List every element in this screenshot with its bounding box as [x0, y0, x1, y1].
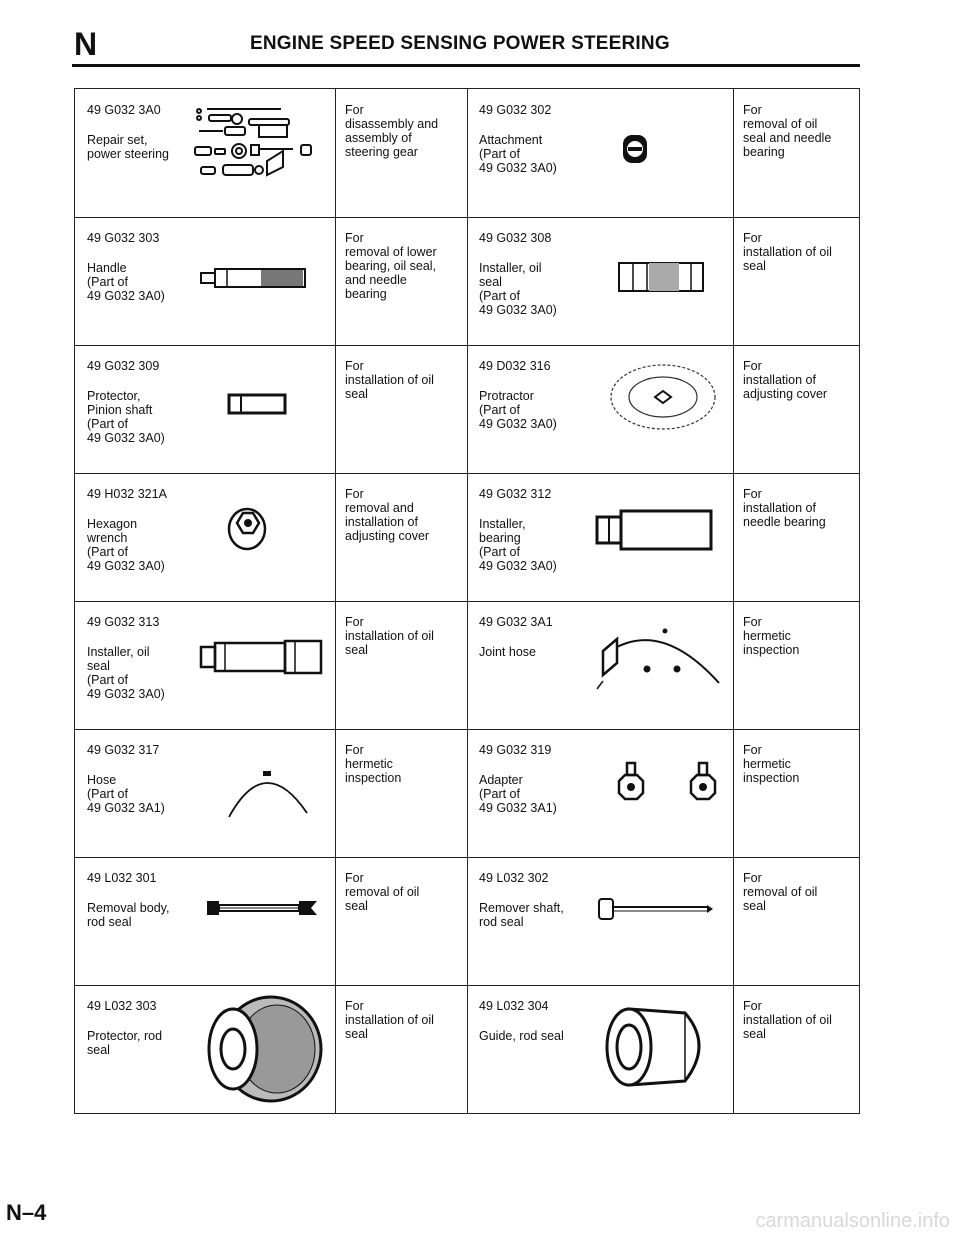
tool-purpose: For removal of oil seal — [345, 871, 420, 913]
table-row — [75, 601, 859, 729]
purpose-cell — [733, 729, 861, 857]
purpose-cell — [733, 601, 861, 729]
tool-purpose: For installation of oil seal — [345, 359, 434, 401]
remover-shaft-icon — [595, 895, 717, 923]
tool-description: Installer, oil seal (Part of 49 G032 3A0) — [479, 261, 557, 317]
protractor-icon — [607, 357, 719, 433]
tool-part-number: 49 G032 309 — [87, 359, 160, 373]
tool-part-number: 49 G032 317 — [87, 743, 160, 757]
table-row — [75, 729, 859, 857]
tool-cell — [467, 473, 733, 601]
oil-seal-installer-icon — [615, 257, 709, 297]
attachment-icon — [615, 129, 655, 169]
tool-cell — [75, 857, 335, 985]
tool-part-number: 49 L032 302 — [479, 871, 549, 885]
bearing-installer-icon — [593, 507, 715, 553]
adapter-icon — [615, 759, 725, 809]
tool-cell — [467, 89, 733, 217]
tool-description: Protector, Pinion shaft (Part of 49 G032 3A0) — [87, 389, 165, 445]
purpose-cell — [733, 985, 861, 1113]
tool-purpose: For installation of oil seal — [345, 999, 434, 1041]
tool-description: Repair set, power steering — [87, 133, 169, 161]
tool-purpose: For installation of adjusting cover — [743, 359, 828, 401]
page-title: ENGINE SPEED SENSING POWER STEERING — [250, 33, 670, 54]
tool-cell — [75, 473, 335, 601]
table-row — [75, 857, 859, 985]
repair-set-icon — [193, 101, 333, 197]
table-row — [75, 473, 859, 601]
tool-cell — [75, 345, 335, 473]
tool-purpose: For removal and installation of adjusting cover — [345, 487, 430, 543]
tool-description: Hexagon wrench (Part of 49 G032 3A0) — [87, 517, 165, 573]
tool-purpose: For hermetic inspection — [743, 743, 800, 785]
tool-purpose: For installation of needle bearing — [743, 487, 826, 529]
purpose-cell — [335, 217, 467, 345]
watermark: carmanualsonline.info — [755, 1210, 950, 1232]
tool-description: Installer, bearing (Part of 49 G032 3A0) — [479, 517, 557, 573]
tool-part-number: 49 G032 302 — [479, 103, 552, 117]
tool-purpose: For disassembly and assembly of steering gear — [345, 103, 439, 159]
purpose-cell — [733, 89, 861, 217]
joint-hose-icon — [595, 619, 725, 689]
purpose-cell — [335, 857, 467, 985]
tool-part-number: 49 G032 313 — [87, 615, 160, 629]
tool-cell — [467, 345, 733, 473]
tool-description: Guide, rod seal — [479, 1029, 564, 1043]
tool-description: Installer, oil seal (Part of 49 G032 3A0) — [87, 645, 165, 701]
removal-body-icon — [205, 897, 323, 919]
purpose-cell — [335, 601, 467, 729]
tool-purpose: For removal of oil seal — [743, 871, 818, 913]
tool-description: Joint hose — [479, 645, 536, 659]
tool-description: Protractor (Part of 49 G032 3A0) — [479, 389, 557, 431]
tool-purpose: For installation of oil seal — [743, 999, 832, 1041]
rod-seal-guide-icon — [601, 999, 717, 1095]
tool-cell — [467, 601, 733, 729]
tool-part-number: 49 G032 308 — [479, 231, 552, 245]
tool-part-number: 49 G032 319 — [479, 743, 552, 757]
tool-description: Remover shaft, rod seal — [479, 901, 564, 929]
tool-description: Attachment (Part of 49 G032 3A0) — [479, 133, 557, 175]
tool-cell — [467, 857, 733, 985]
tool-part-number: 49 L032 301 — [87, 871, 157, 885]
tool-part-number: 49 G032 3A1 — [479, 615, 553, 629]
purpose-cell — [335, 985, 467, 1113]
hexagon-wrench-icon — [225, 503, 269, 551]
tool-purpose: For removal of lower bearing, oil seal, and needle bearing — [345, 231, 437, 301]
purpose-cell — [335, 345, 467, 473]
tool-purpose: For hermetic inspection — [345, 743, 402, 785]
tool-description: Adapter (Part of 49 G032 3A1) — [479, 773, 557, 815]
tool-cell — [75, 729, 335, 857]
table-row — [75, 217, 859, 345]
tool-description: Removal body, rod seal — [87, 901, 170, 929]
table-row — [75, 345, 859, 473]
handle-icon — [199, 265, 309, 291]
page-number: N–4 — [6, 1200, 47, 1225]
tool-part-number: 49 G032 3A0 — [87, 103, 161, 117]
tool-cell — [467, 729, 733, 857]
tool-part-number: 49 L032 303 — [87, 999, 157, 1013]
header-rule — [72, 64, 860, 67]
tool-cell — [75, 601, 335, 729]
purpose-cell — [733, 857, 861, 985]
tool-cell — [75, 985, 335, 1113]
tool-cell — [467, 217, 733, 345]
purpose-cell — [335, 729, 467, 857]
rod-seal-protector-icon — [199, 993, 327, 1105]
tool-cell — [467, 985, 733, 1113]
table-row — [75, 89, 859, 217]
purpose-cell — [733, 473, 861, 601]
tool-part-number: 49 D032 316 — [479, 359, 551, 373]
hose-icon — [225, 753, 311, 823]
purpose-cell — [733, 217, 861, 345]
tool-purpose: For installation of oil seal — [345, 615, 434, 657]
purpose-cell — [733, 345, 861, 473]
tool-part-number: 49 L032 304 — [479, 999, 549, 1013]
tool-part-number: 49 G032 312 — [479, 487, 552, 501]
section-letter: N — [74, 26, 98, 62]
oil-seal-installer-long-icon — [199, 637, 327, 677]
tool-cell — [75, 89, 335, 217]
purpose-cell — [335, 89, 467, 217]
tool-description: Hose (Part of 49 G032 3A1) — [87, 773, 165, 815]
tool-purpose: For removal of oil seal and needle bearing — [743, 103, 832, 159]
table-row — [75, 985, 859, 1113]
tool-part-number: 49 G032 303 — [87, 231, 160, 245]
tool-description: Protector, rod seal — [87, 1029, 163, 1057]
special-tools-table — [74, 88, 860, 1114]
tool-purpose: For installation of oil seal — [743, 231, 832, 273]
tool-part-number: 49 H032 321A — [87, 487, 167, 501]
tool-description: Handle (Part of 49 G032 3A0) — [87, 261, 165, 303]
pinion-protector-icon — [225, 391, 291, 417]
tool-purpose: For hermetic inspection — [743, 615, 800, 657]
tool-cell — [75, 217, 335, 345]
purpose-cell — [335, 473, 467, 601]
